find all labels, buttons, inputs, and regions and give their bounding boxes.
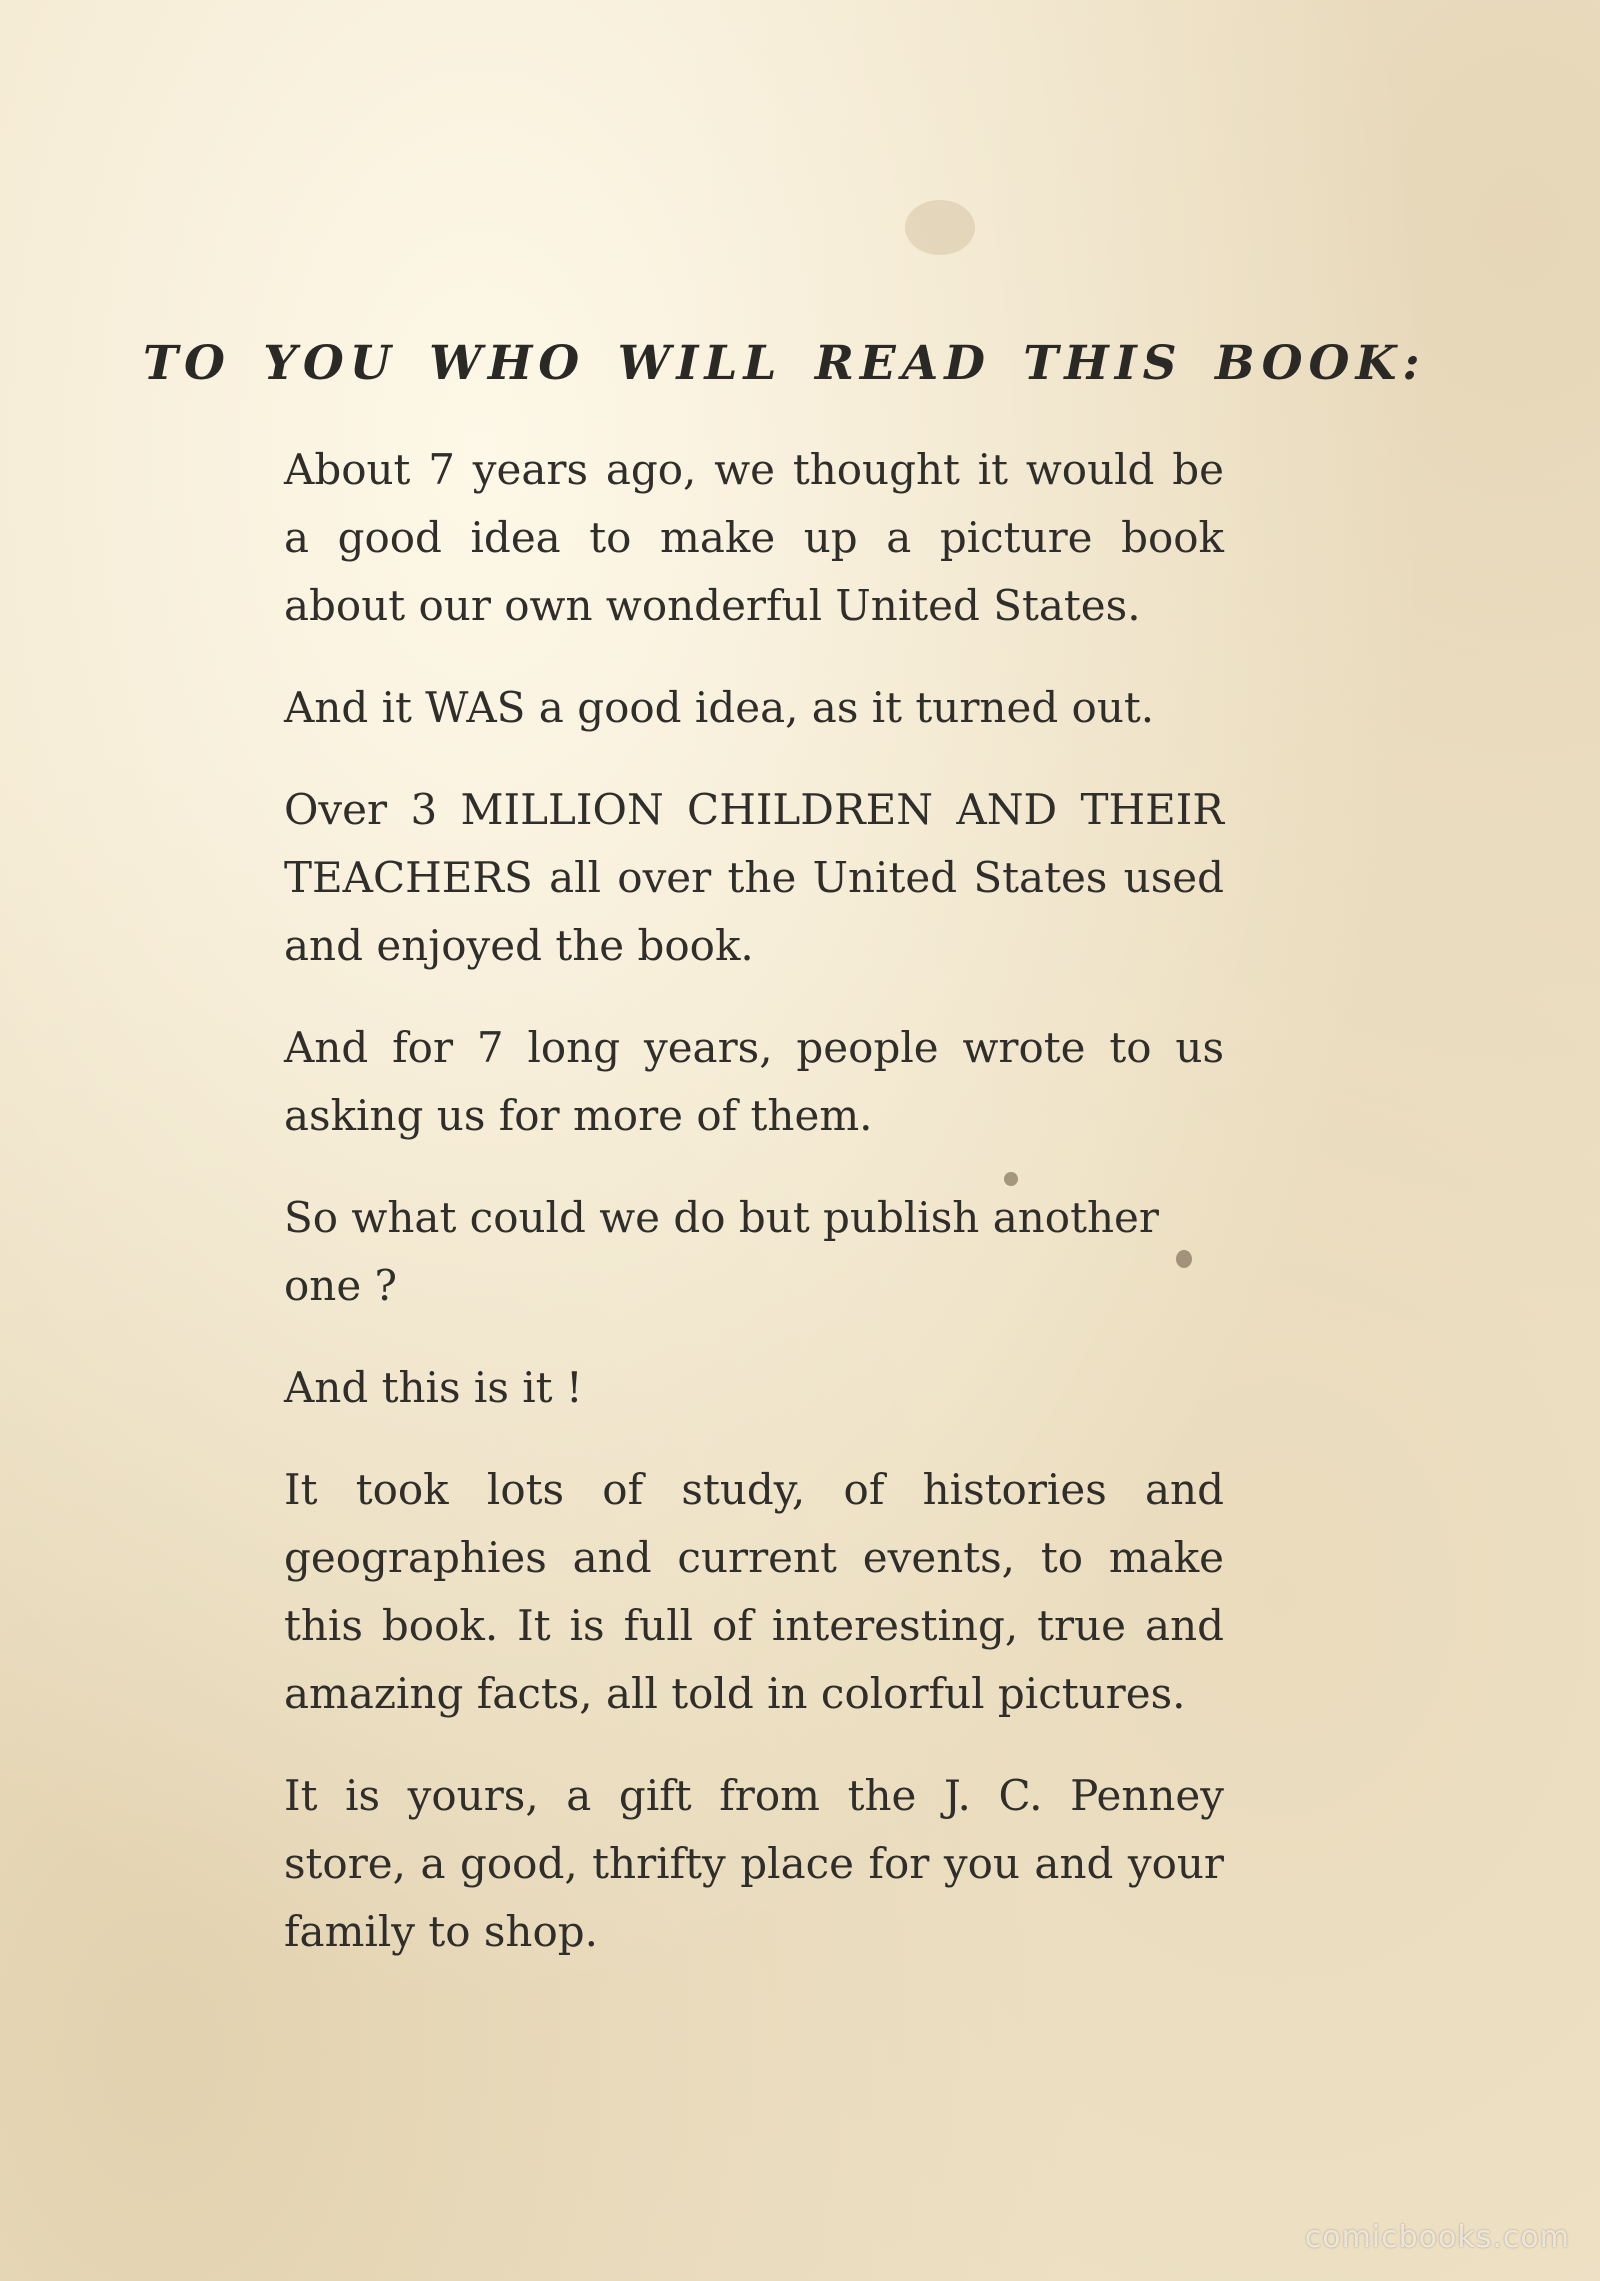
letter-body	[284, 436, 1224, 2000]
paragraph-this-is-it: And this is it !	[284, 1363, 583, 1412]
paragraph-gift: It is yours, a gift from the J. C. Penney store, a good, thrifty place for you and your family to shop.	[284, 1771, 1224, 1956]
site-watermark: comicbooks.com	[1304, 2220, 1570, 2255]
paragraph-seven-years: And for 7 long years, people wrote to us asking us for more of them.	[284, 1023, 1224, 1140]
paragraph-intro: About 7 years ago, we thought it would be a good idea to make up a picture book about our own wonderful United States.	[284, 445, 1224, 630]
paragraph-good-idea: And it WAS a good idea, as it turned out.	[284, 683, 1155, 732]
paragraph-publish-another: So what could we do but publish another one ?	[284, 1193, 1159, 1310]
paragraph-million-children: Over 3 MILLION CHILDREN AND THEIR TEACHERS all over the United States used and enjoyed the book.	[284, 785, 1224, 970]
paragraph-study: It took lots of study, of histories and geographies and current events, to make this book. It is full of interesting, true and amazing facts, all told in colorful pictures.	[284, 1465, 1224, 1718]
paper-stain	[905, 200, 975, 255]
page-heading: TO YOU WHO WILL READ THIS BOOK:	[143, 336, 1426, 391]
